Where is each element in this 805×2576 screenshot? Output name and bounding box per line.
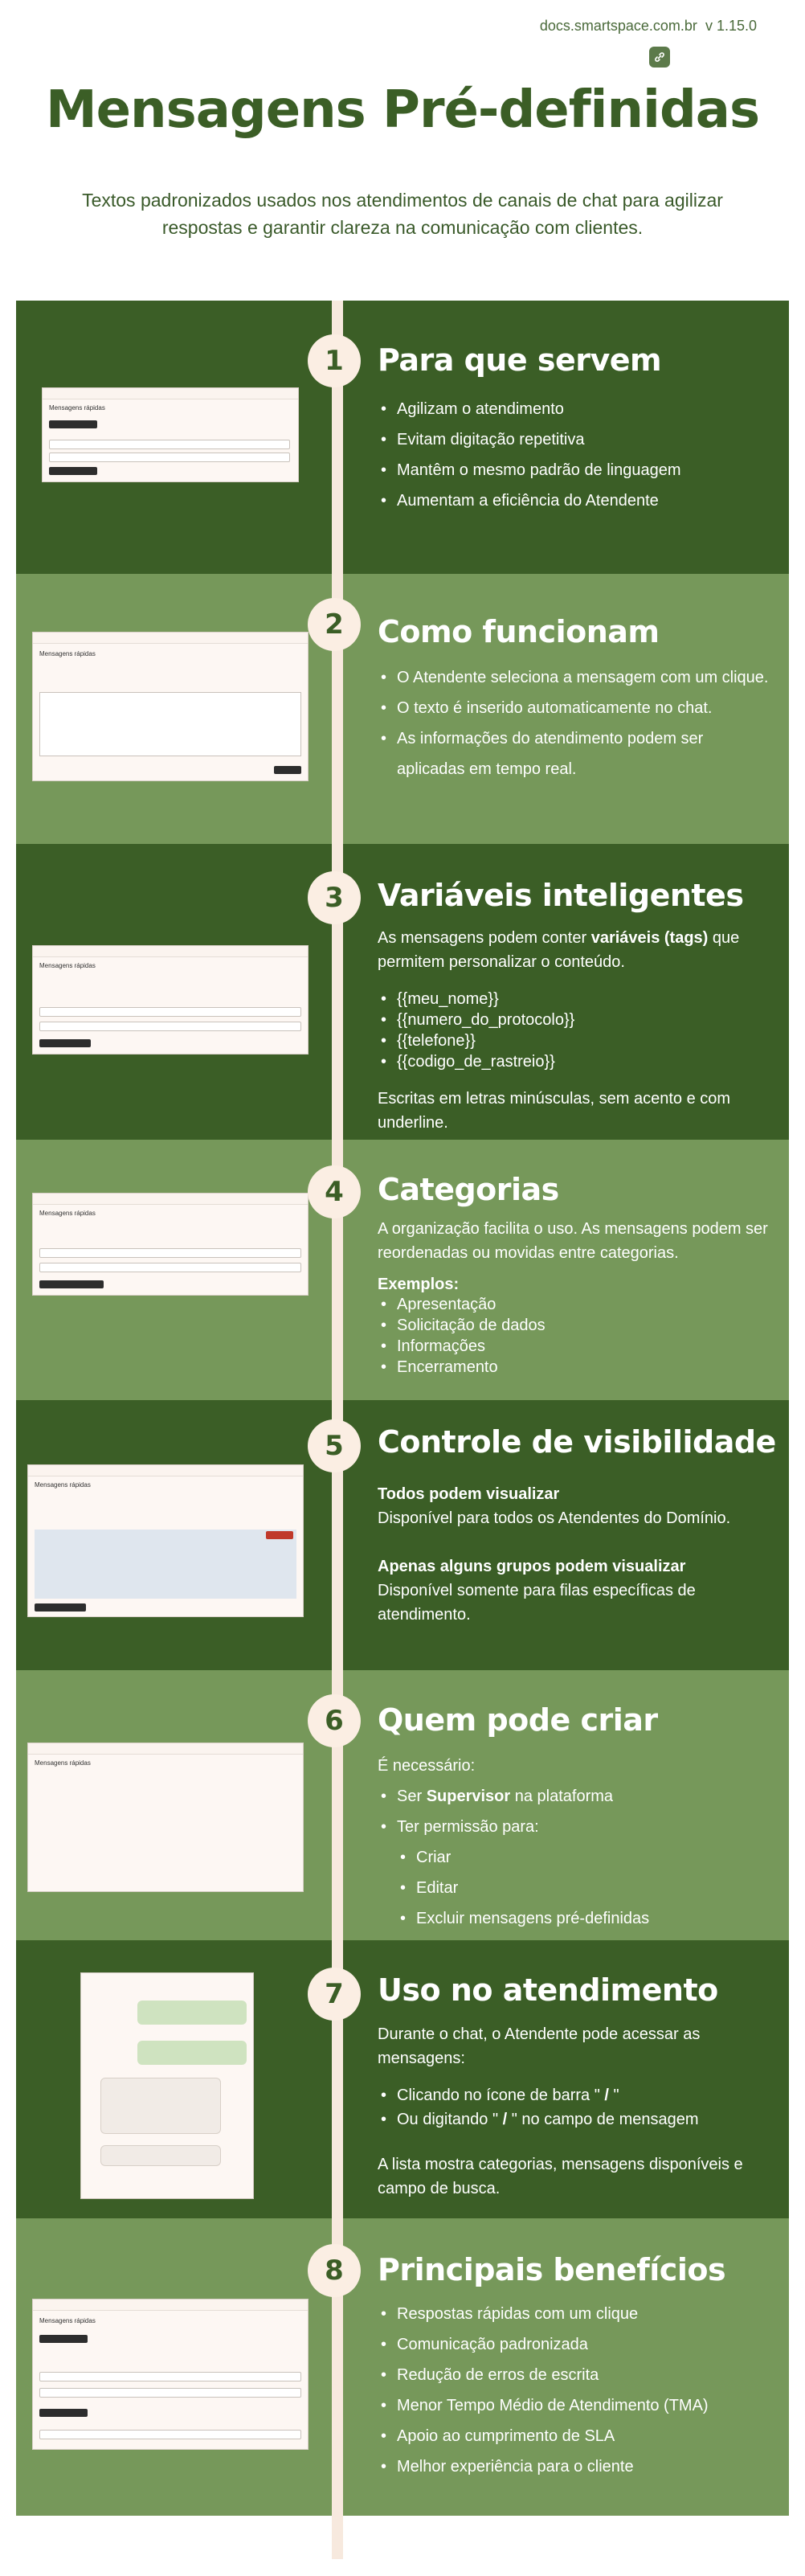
section-3-title: Variáveis inteligentes — [378, 878, 744, 913]
step-number-6: 6 — [308, 1694, 361, 1747]
slash-shortcut: / — [599, 2087, 614, 2104]
list-item: • Ou digitando " / " no campo de mensagem — [381, 2111, 699, 2128]
section-4 — [16, 1140, 789, 1400]
examples-label: Exemplos: — [378, 1276, 460, 1293]
slash-shortcut: / — [498, 2111, 512, 2128]
variable-tag: • {{telefone}} — [378, 1030, 771, 1051]
step-number-4: 4 — [308, 1165, 361, 1218]
category-example: • Solicitação de dados — [378, 1315, 771, 1336]
section-8 — [16, 2218, 789, 2516]
list-item: • Menor Tempo Médio de Atendimento (TMA) — [378, 2390, 771, 2421]
link-icon[interactable] — [649, 47, 670, 68]
section-3-content: As mensagens podem conter variáveis (tags) que permitem personalizar o conteúdo. • {{meu_nome}} • {{numero_do_protocolo}} • {{telefone}} • {{codigo_de_rastreio}} Escritas em letras minúsculas, sem acento e com underline. — [378, 926, 771, 1135]
list-item: • Evitam digitação repetitiva — [378, 424, 771, 455]
variables-note: Escritas em letras minúsculas, sem acento e com underline. — [378, 1090, 731, 1132]
variable-tag: • {{codigo_de_rastreio}} — [378, 1051, 771, 1072]
categories-intro: A organização facilita o uso. As mensagens podem ser reordenadas ou movidas entre categorias. — [378, 1220, 768, 1262]
variable-tag: • {{numero_do_protocolo}} — [378, 1010, 771, 1030]
section-4-title: Categorias — [378, 1172, 559, 1207]
list-item: • Redução de erros de escrita — [378, 2360, 771, 2390]
step-number-2: 2 — [308, 598, 361, 651]
visibility-all-text: Disponível para todos os Atendentes do Domínio. — [378, 1509, 731, 1527]
step-number-5: 5 — [308, 1419, 361, 1472]
list-item: • As informações do atendimento podem ser aplicadas em tempo real. — [378, 723, 771, 784]
page-title: Mensagens Pré-definidas — [45, 80, 760, 140]
list-item: • Apoio ao cumprimento de SLA — [378, 2421, 771, 2451]
list-item: • Ser Supervisor na plataforma — [378, 1781, 771, 1812]
section-6-content — [378, 1751, 771, 1934]
section-5-content — [378, 1482, 771, 1627]
visibility-groups-title: Apenas alguns grupos podem visualizar — [378, 1558, 686, 1575]
permission-item: • Criar — [397, 1842, 771, 1873]
section-1-content — [378, 394, 771, 516]
screenshot-variables: Mensagens rápidas — [32, 945, 309, 1055]
section-1 — [16, 301, 789, 574]
permission-item: • Excluir mensagens pré-definidas — [397, 1903, 771, 1934]
section-2 — [16, 574, 789, 844]
page-subtitle: Textos padronizados usados nos atendimentos de canais de chat para agilizar respostas e garantir clareza na comunicação com clientes. — [82, 190, 723, 238]
list-item: • Respostas rápidas com um clique — [378, 2299, 771, 2329]
screenshot-message-editor: Mensagens rápidas — [32, 632, 309, 781]
variable-tag: • {{meu_nome}} — [378, 989, 771, 1010]
list-item: • Aumentam a eficiência do Atendente — [378, 485, 771, 516]
screenshot-quick-messages: Mensagens rápidas — [42, 387, 299, 482]
section-4-content — [378, 1217, 771, 1378]
section-7 — [16, 1940, 789, 2218]
section-6 — [16, 1670, 789, 1940]
list-item: • Mantêm o mesmo padrão de linguagem — [378, 455, 771, 485]
step-number-1: 1 — [308, 334, 361, 387]
screenshot-benefits: Mensagens rápidas — [32, 2299, 309, 2450]
usage-note: A lista mostra categorias, mensagens disponíveis e campo de busca. — [378, 2156, 743, 2197]
site-url[interactable]: docs.smartspace.com.br — [539, 18, 697, 34]
section-8-title: Principais benefícios — [378, 2252, 726, 2287]
usage-intro: Durante o chat, o Atendente pode acessar as mensagens: — [378, 2025, 701, 2067]
step-number-3: 3 — [308, 871, 361, 924]
requirement-intro: É necessário: — [378, 1757, 476, 1775]
visibility-all-title: Todos podem visualizar — [378, 1485, 560, 1503]
list-item: • Ter permissão para: — [378, 1812, 771, 1842]
list-item: • Comunicação padronizada — [378, 2329, 771, 2360]
step-number-8: 8 — [308, 2244, 361, 2297]
category-example: • Encerramento — [378, 1357, 771, 1378]
section-2-title: Como funcionam — [378, 614, 660, 649]
section-7-title: Uso no atendimento — [378, 1972, 718, 2008]
version-label: v 1.15.0 — [705, 18, 757, 34]
section-6-title: Quem pode criar — [378, 1702, 658, 1738]
section-5 — [16, 1400, 789, 1670]
category-example: • Informações — [378, 1336, 771, 1357]
section-2-content — [378, 662, 771, 784]
list-item: • Agilizam o atendimento — [378, 394, 771, 424]
doc-header — [540, 18, 757, 35]
supervisor-role: Supervisor — [426, 1788, 511, 1805]
category-example: • Apresentação — [378, 1294, 771, 1315]
screenshot-visibility: Mensagens rápidas — [27, 1464, 304, 1617]
screenshot-create-permission: Mensagens rápidas — [27, 1743, 304, 1892]
section-5-title: Controle de visibilidade — [378, 1424, 776, 1460]
infographic — [16, 301, 789, 2516]
section-7-content — [378, 2022, 771, 2201]
section-8-content — [378, 2299, 771, 2482]
list-item: • Melhor experiência para o cliente — [378, 2451, 771, 2482]
list-item: • O texto é inserido automaticamente no chat. — [378, 693, 771, 723]
permission-item: • Editar — [397, 1873, 771, 1903]
visibility-groups-text: Disponível somente para filas específicas de atendimento. — [378, 1582, 696, 1624]
screenshot-categories: Mensagens rápidas — [32, 1193, 309, 1296]
step-number-7: 7 — [308, 1968, 361, 2021]
screenshot-chat — [80, 1972, 254, 2199]
section-3 — [16, 844, 789, 1140]
tags-highlight: variáveis (tags) — [590, 929, 709, 947]
section-1-title: Para que servem — [378, 342, 662, 378]
list-item: • Clicando no ícone de barra " / " — [381, 2087, 619, 2104]
list-item: • O Atendente seleciona a mensagem com um clique. — [378, 662, 771, 693]
